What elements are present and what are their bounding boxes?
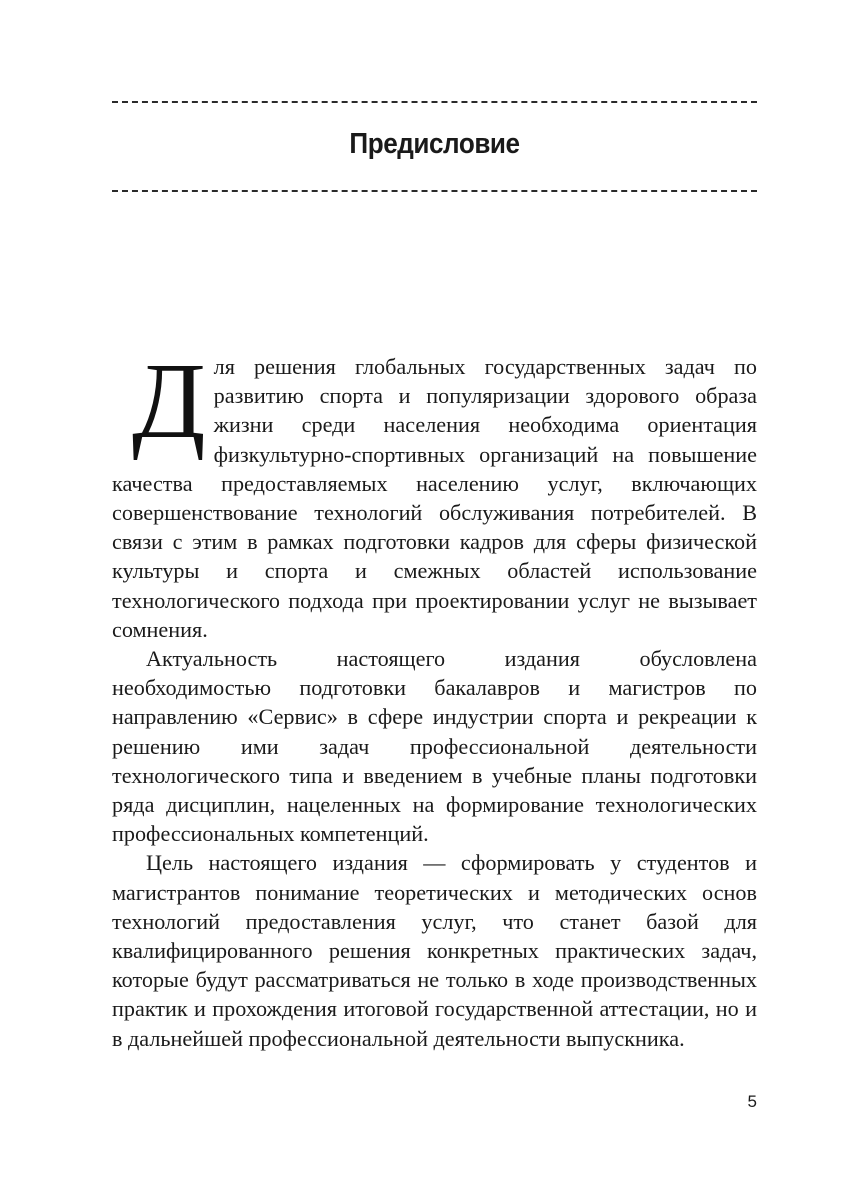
dropcap-letter: Д [132,342,206,461]
bottom-dashed-rule [112,190,757,192]
page-title: Предисловие [349,128,520,160]
top-dashed-rule [112,101,757,103]
paragraph-1-text: ля решения глобальных государственных задач по развитию спорта и популяризации здорового образа жизни среди населения необходима ориентация физкультурно-спортивных организаций на повышение качества предоставляемых населению услуг, включающих совершенствование технологий обслуживания потребителей. В связи с этим в рамках подготовки кадров для сферы физической культуры и спорта и смежных областей использование технологического подхода при проектировании услуг не вызывает сомнения. [112,354,757,642]
body-text [112,342,757,1053]
paragraph-1 [112,342,757,644]
page-number: 5 [747,1092,757,1111]
paragraph-3: Цель настоящего издания — сформировать у студентов и магистрантов понимание теоретических и методических основ технологий предоставления услуг, что станет базой для квалифицированного решения конкретных практических задач, которые будут рассматриваться не только в ходе производственных практик и прохождения итоговой государственной аттестации, но и в дальнейшей профессиональной деятельности выпускника. [112,850,757,1051]
paragraph-2: Актуальность настоящего издания обусловлена необходимостью подготовки бакалавров и магистров по направлению «Сервис» в сфере индустрии спорта и рекреации к решению ими задач профессиональной деятельности технологического типа и введением в учебные планы подготовки ряда дисциплин, нацеленных на формирование технологических профессиональных компетенций. [112,646,757,847]
